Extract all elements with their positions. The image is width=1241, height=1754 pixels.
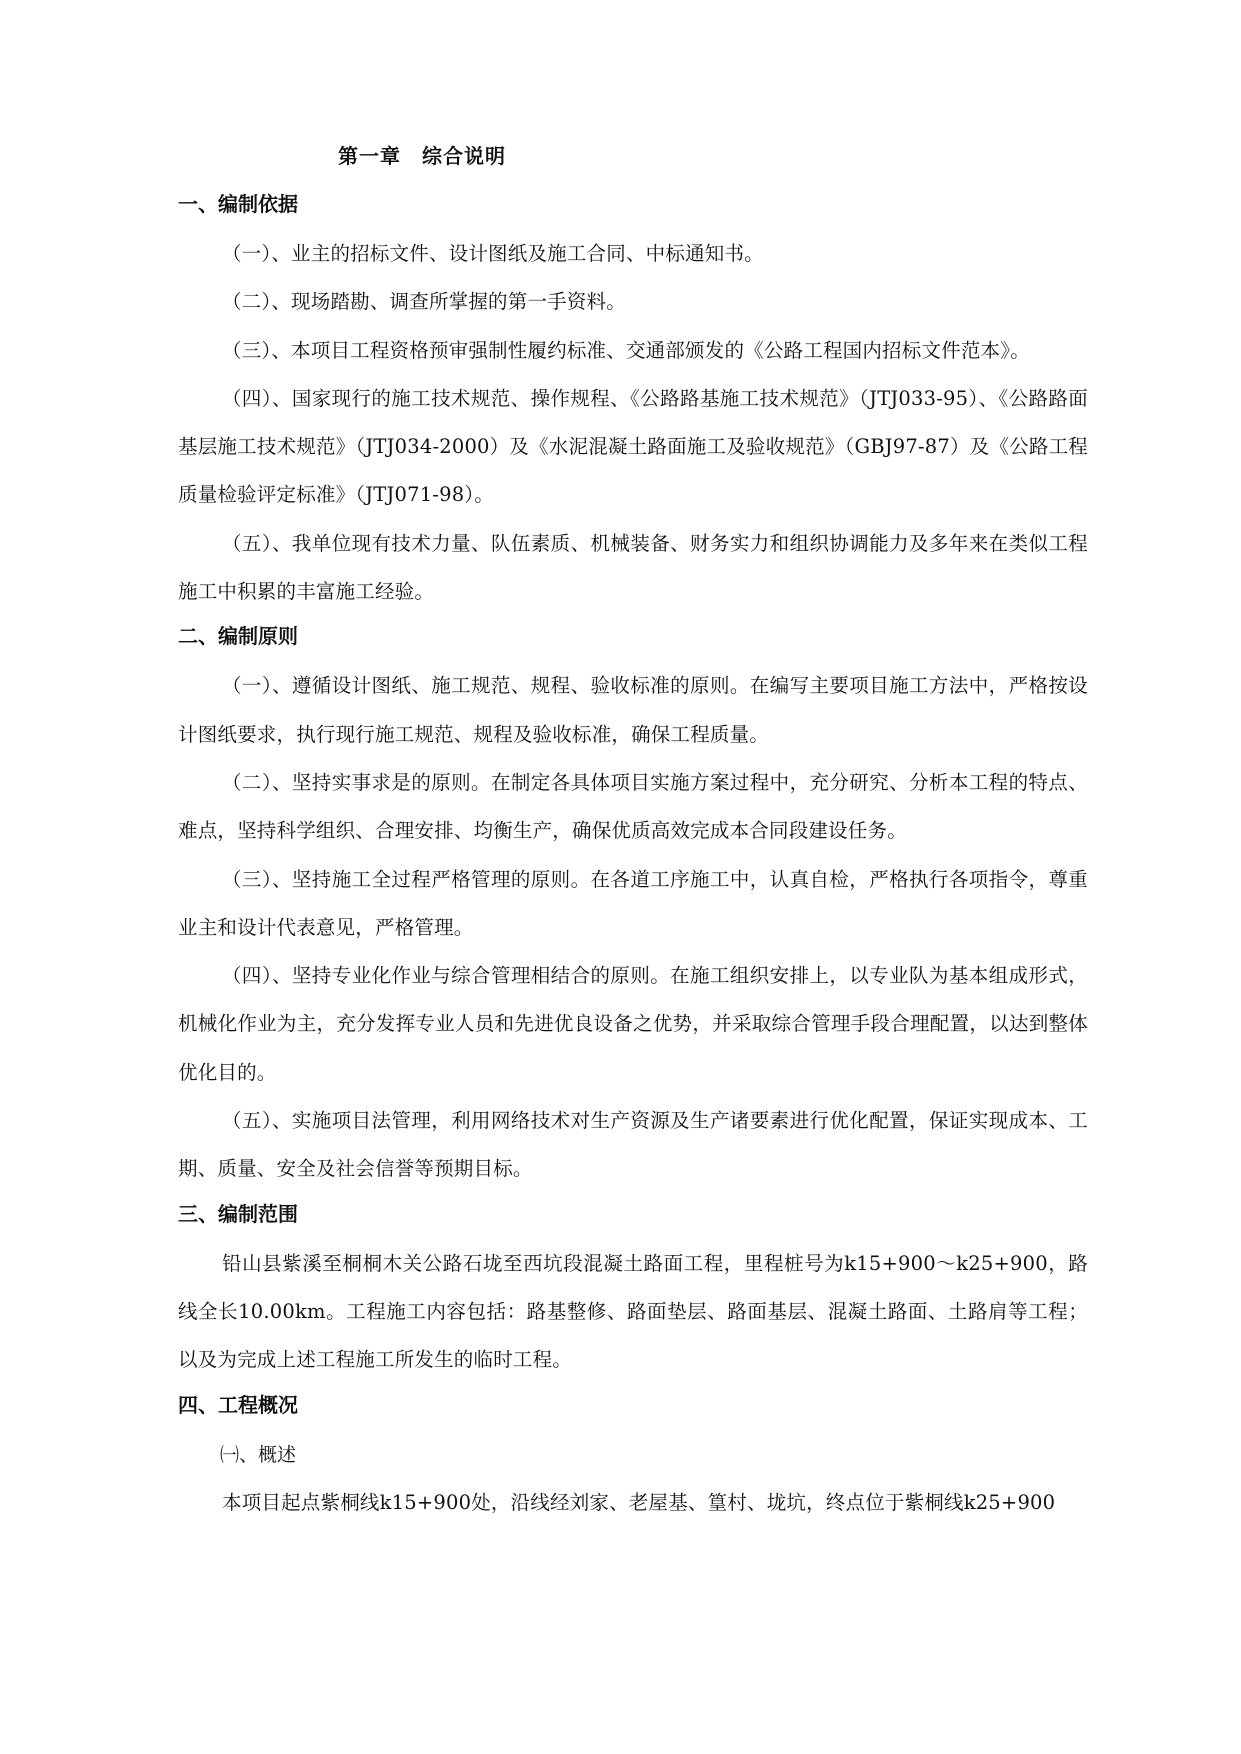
paragraph: （一）、业主的招标文件、设计图纸及施工合同、中标通知书。 <box>222 242 764 265</box>
paragraph: （二）、现场踏勘、调查所掌握的第一手资料。 <box>222 290 626 314</box>
paragraph: （一）、遵循设计图纸、施工规范、规程、验收标准的原则。在编写主要项目施工方法中，严格按设计图纸要求，执行现行施工规范、规程及验收标准，确保工程质量。 <box>178 674 1088 746</box>
section-title-principles: 二、编制原则 <box>178 624 298 649</box>
chapter-title: 第一章 综合说明 <box>338 144 506 168</box>
paragraph: （四）、国家现行的施工技术规范、操作规程、《公路路基施工技术规范》（JTJ033-95）、《公路路面基层施工技术规范》（JTJ034-2000）及《水泥混凝土路面施工及验收规范》（GBJ97-87）及《公路工程质量检验评定标准》（JTJ071-98）。 <box>178 386 1088 507</box>
section-title-overview: 四、工程概况 <box>178 1392 298 1417</box>
paragraph: 本项目起点紫桐线k15+900处，沿线经刘家、老屋基、篁村、垅坑，终点位于紫桐线k25+900 <box>222 1490 1056 1514</box>
document-body <box>178 144 1088 1527</box>
paragraph: （二）、坚持实事求是的原则。在制定各具体项目实施方案过程中，充分研究、分析本工程的特点、难点，坚持科学组织、合理安排、均衡生产，确保优质高效完成本合同段建设任务。 <box>178 770 1088 843</box>
paragraph: （五）、我单位现有技术力量、队伍素质、机械装备、财务实力和组织协调能力及多年来在类似工程施工中积累的丰富施工经验。 <box>178 531 1088 604</box>
paragraph: 铅山县紫溪至桐桐木关公路石垅至西坑段混凝土路面工程，里程桩号为k15+900～k25+900，路线全长10.00km。工程施工内容包括：路基整修、路面垫层、路面基层、混凝土路面、土路肩等工程；以及为完成上述工程施工所发生的临时工程。 <box>178 1251 1088 1372</box>
paragraph: （三）、本项目工程资格预审强制性履约标准、交通部颁发的《公路工程国内招标文件范本》。 <box>222 338 1030 362</box>
paragraph: （三）、坚持施工全过程严格管理的原则。在各道工序施工中，认真自检，严格执行各项指令，尊重业主和设计代表意见，严格管理。 <box>178 867 1088 939</box>
section-title-basis: 一、编制依据 <box>178 192 298 216</box>
sub-heading-summary: ㈠、概述 <box>220 1443 297 1466</box>
section-title-scope: 三、编制范围 <box>178 1201 298 1226</box>
paragraph: （五）、实施项目法管理，利用网络技术对生产资源及生产诸要素进行优化配置，保证实现成本、工期、质量、安全及社会信誉等预期目标。 <box>178 1109 1088 1181</box>
paragraph: （四）、坚持专业化作业与综合管理相结合的原则。在施工组织安排上，以专业队为基本组成形式，机械化作业为主，充分发挥专业人员和先进优良设备之优势，并采取综合管理手段合理配置，以达到整体优化目的。 <box>178 964 1088 1084</box>
